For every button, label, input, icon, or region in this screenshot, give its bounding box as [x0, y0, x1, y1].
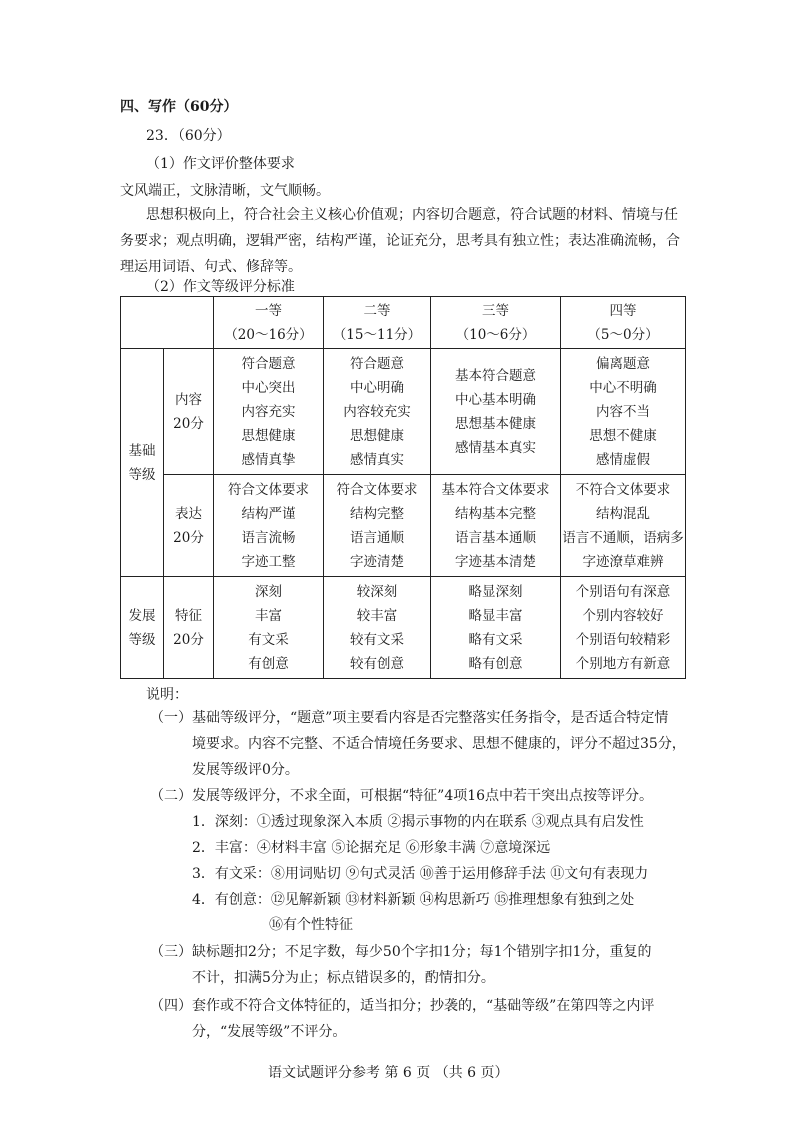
part2-title: （2）作文等级评分标准	[146, 279, 295, 295]
expression-grade-3: 基本符合文体要求 结构基本完整 语言基本通顺 字迹基本清楚	[431, 475, 561, 577]
note-3-label: （三）	[150, 944, 192, 960]
para-line: 思想积极向上，符合社会主义核心价值观；内容切合题意，符合试题的材料、情境与任	[146, 207, 678, 223]
expression-label: 表达 20分	[164, 475, 214, 577]
note-line: 发展等级评0分。	[192, 762, 299, 778]
part1-title: （1）作文评价整体要求	[146, 156, 295, 172]
note-line: 发展等级评分，不求全面，可根据“特征”4项16点中若干突出点按等评分。	[192, 788, 654, 804]
grading-table	[120, 296, 686, 679]
part1-paragraph	[120, 205, 690, 285]
development-level-label: 发展 等级	[121, 577, 164, 679]
feature-grade-3: 略显深刻 略显丰富 略有文采 略有创意	[431, 577, 561, 679]
para-line: 务要求；观点明确，逻辑严密，结构严谨，论证充分，思考具有独立性；表达准确流畅，合	[120, 233, 680, 249]
feature-label: 特征 20分	[164, 577, 214, 679]
grade-header-2: 二等 （15～11分）	[324, 297, 431, 349]
note-4-label: （四）	[150, 998, 192, 1014]
grade-header-1: 一等 （20～16分）	[214, 297, 324, 349]
table-corner	[121, 297, 214, 349]
note-1	[150, 708, 690, 788]
para-line: 理运用词语、句式、修辞等。	[120, 259, 302, 275]
content-grade-4: 偏离题意 中心不明确 内容不当 思想不健康 感情虚假	[561, 349, 686, 475]
note-line: 套作或不符合文体特征的，适当扣分；抄袭的，“基础等级”在第四等之内评	[192, 998, 655, 1014]
page-footer: 语文试题评分参考 第 6 页 （共 6 页）	[268, 1065, 509, 1081]
note-line: 境要求。内容不完整、不适合情境任务要求、思想不健康的，评分不超过35分，	[192, 736, 686, 752]
notes-title: 说明：	[146, 687, 188, 703]
expression-grade-2: 符合文体要求 结构完整 语言通顺 字迹清楚	[324, 475, 431, 577]
note-line: 基础等级评分，“题意”项主要看内容是否完整落实任务指令，是否适合特定情	[192, 710, 669, 726]
note-2	[150, 786, 690, 936]
feature-grade-2: 较深刻 较丰富 较有文采 较有创意	[324, 577, 431, 679]
expression-grade-1: 符合文体要求 结构严谨 语言流畅 字迹工整	[214, 475, 324, 577]
grade-header-3: 三等 （10～6分）	[431, 297, 561, 349]
note-4	[150, 996, 690, 1046]
note-line: 缺标题扣2分；不足字数，每少50个字扣1分；每1个错别字扣1分，重复的	[192, 944, 652, 960]
expression-grade-4: 不符合文体要求 结构混乱 语言不通顺，语病多 字迹潦草难辨	[561, 475, 686, 577]
content-grade-3: 基本符合题意 中心基本明确 思想基本健康 感情基本真实	[431, 349, 561, 475]
feature-grade-1: 深刻 丰富 有文采 有创意	[214, 577, 324, 679]
note-1-label: （一）	[150, 710, 192, 726]
content-label: 内容 20分	[164, 349, 214, 475]
feature-grade-4: 个别语句有深意 个别内容较好 个别语句较精彩 个别地方有新意	[561, 577, 686, 679]
note-line: 分，“发展等级”不评分。	[192, 1024, 347, 1040]
note-2-label: （二）	[150, 788, 192, 804]
content-grade-2: 符合题意 中心明确 内容较充实 思想健康 感情真实	[324, 349, 431, 475]
section-heading: 四、写作（60分）	[120, 99, 238, 115]
content-grade-1: 符合题意 中心突出 内容充实 思想健康 感情真挚	[214, 349, 324, 475]
feature-item: 3．有文采：⑧用词贴切 ⑨句式灵活 ⑩善于运用修辞手法 ⑪文句有表现力	[192, 866, 649, 882]
feature-item: 1．深刻：①透过现象深入本质 ②揭示事物的内在联系 ③观点具有启发性	[192, 814, 644, 830]
grade-header-4: 四等 （5～0分）	[561, 297, 686, 349]
part1-line1: 文风端正，文脉清晰，文气顺畅。	[120, 183, 330, 199]
feature-item: 4．有创意：⑫见解新颖 ⑬材料新颖 ⑭构思新巧 ⑮推理想象有独到之处	[192, 892, 635, 908]
note-line: 不计，扣满5分为止；标点错误多的，酌情扣分。	[192, 970, 495, 986]
feature-item: 2．丰富：④材料丰富 ⑤论据充足 ⑥形象丰满 ⑦意境深远	[192, 840, 551, 856]
question-number: 23．（60分）	[146, 128, 231, 144]
basic-level-label: 基础 等级	[121, 349, 164, 577]
feature-item-continuation: ⑯有个性特征	[269, 917, 353, 933]
note-3	[150, 942, 690, 992]
